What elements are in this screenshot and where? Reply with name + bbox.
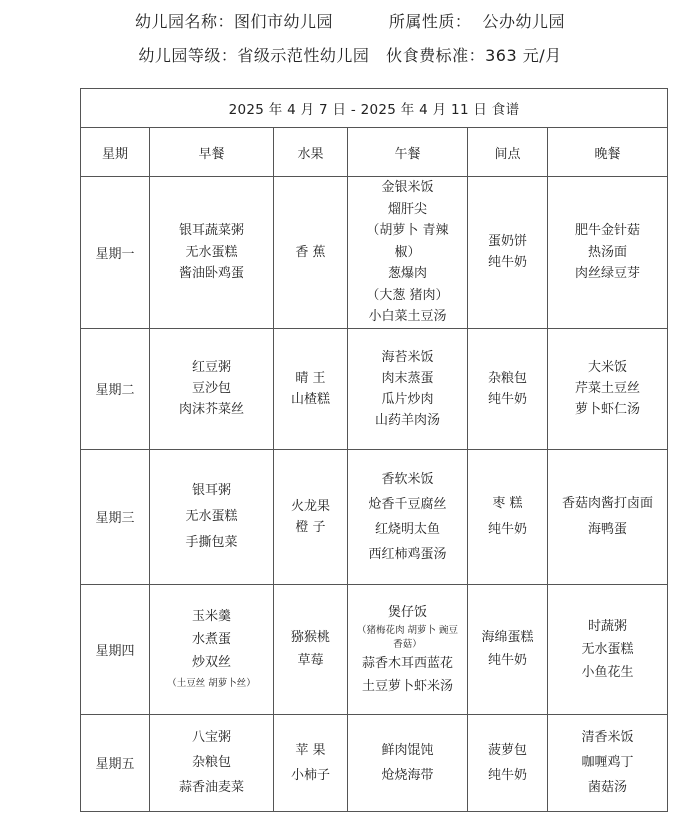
snack-cell xyxy=(468,714,548,811)
dish: 酱油卧鸡蛋 xyxy=(178,266,244,281)
menu-row-tuesday xyxy=(81,328,668,449)
column-header-lunch: 午餐 xyxy=(348,128,468,177)
dish: 晴 王 xyxy=(295,370,326,386)
column-header-breakfast: 早餐 xyxy=(150,128,274,177)
weekly-menu-table xyxy=(80,88,668,812)
dish: 枣 糕 xyxy=(492,495,523,511)
dish: 芹菜土豆丝 xyxy=(575,381,641,396)
dish: 蛋奶饼 xyxy=(487,233,527,249)
dish: 海鸭蛋 xyxy=(588,521,628,537)
kindergarten-info-line-1: 幼儿园名称：图们市幼儿园 所属性质： 公办幼儿园 xyxy=(134,12,566,31)
dish: 橙 子 xyxy=(295,519,326,535)
breakfast-cell xyxy=(150,584,274,714)
dish: 香菇肉酱打卤面 xyxy=(562,495,654,511)
column-header-row xyxy=(81,128,668,177)
dish: 西红柿鸡蛋汤 xyxy=(368,546,447,562)
day-cell: 星期四 xyxy=(81,584,150,714)
fruit-cell xyxy=(274,584,348,714)
fruit-cell xyxy=(274,449,348,584)
column-header-snack: 间点 xyxy=(468,128,548,177)
dish: 红烧明太鱼 xyxy=(374,521,440,537)
dish: 杂粮包 xyxy=(487,370,527,386)
dish: 瓜片炒肉 xyxy=(381,391,434,407)
lunch-cell xyxy=(348,328,468,449)
dish: 熘肝尖 xyxy=(387,201,427,217)
dish: 萝卜虾仁汤 xyxy=(575,402,641,417)
dish: 纯牛奶 xyxy=(487,653,527,668)
dish: 纯牛奶 xyxy=(487,521,527,537)
dish: 纯牛奶 xyxy=(487,255,527,271)
lunch-cell xyxy=(348,584,468,714)
dinner-cell xyxy=(548,449,668,584)
dish: 山药羊肉汤 xyxy=(374,412,440,428)
dish: 海绵蛋糕 xyxy=(481,630,534,645)
dish: 海苔米饭 xyxy=(381,349,434,365)
dish: 草莓 xyxy=(297,653,324,668)
dish: 鲜肉馄饨 xyxy=(381,742,434,758)
dish: 纯牛奶 xyxy=(487,767,527,783)
dish: 红豆粥 xyxy=(191,360,231,375)
kindergarten-info-line-2: 幼儿园等级：省级示范性幼儿园 伙食费标准：363 元/月 xyxy=(138,46,562,65)
dish: 肥牛金针菇 xyxy=(575,223,641,238)
dish: 水煮蛋 xyxy=(191,631,231,647)
dish: 火龙果 xyxy=(290,498,330,514)
dish: 煲仔饭 xyxy=(387,604,427,620)
lunch-cell xyxy=(348,714,468,811)
dish: 金银米饭 xyxy=(381,180,434,195)
dish: 肉丝绿豆芽 xyxy=(575,266,641,281)
dish: 时蔬粥 xyxy=(588,618,628,634)
dish: 山楂糕 xyxy=(290,391,330,407)
dish: 银耳蔬菜粥 xyxy=(178,223,244,238)
lunch-cell xyxy=(348,449,468,584)
breakfast-cell xyxy=(150,328,274,449)
breakfast-cell xyxy=(150,449,274,584)
dish-note: （胡萝卜 青辣 xyxy=(366,223,449,238)
breakfast-cell xyxy=(150,714,274,811)
day-cell: 星期一 xyxy=(81,177,150,329)
menu-row-wednesday xyxy=(81,449,668,584)
dish: 纯牛奶 xyxy=(487,391,527,407)
dish: 苹 果 xyxy=(295,742,326,758)
dish: 无水蛋糕 xyxy=(185,508,238,524)
dish: 蒜香油麦菜 xyxy=(178,780,244,795)
dish: 香软米饭 xyxy=(381,471,434,487)
lunch-cell xyxy=(348,177,468,329)
dish: 土豆萝卜虾米汤 xyxy=(361,678,453,694)
snack-cell xyxy=(468,328,548,449)
day-cell: 星期五 xyxy=(81,714,150,811)
dish: 香 蕉 xyxy=(295,244,326,260)
dish: 咖喱鸡丁 xyxy=(581,755,634,770)
dish: 葱爆肉 xyxy=(387,266,427,281)
snack-cell xyxy=(468,584,548,714)
breakfast-cell xyxy=(150,177,274,329)
dish: 炒双丝 xyxy=(191,654,231,670)
snack-cell xyxy=(468,177,548,329)
dish-note: （猪梅花肉 胡萝卜 豌豆 香菇） xyxy=(356,624,459,650)
dish: 大米饭 xyxy=(588,360,628,375)
snack-cell xyxy=(468,449,548,584)
fruit-cell xyxy=(274,714,348,811)
dish: 豆沙包 xyxy=(191,381,231,396)
dinner-cell xyxy=(548,328,668,449)
dish: 无水蛋糕 xyxy=(581,641,634,657)
day-cell: 星期三 xyxy=(81,449,150,584)
dish: 清香米饭 xyxy=(581,730,634,745)
dish: 玉米羹 xyxy=(191,608,231,624)
menu-title: 2025 年 4 月 7 日 - 2025 年 4 月 11 日 食谱 xyxy=(81,89,668,128)
fruit-cell xyxy=(274,328,348,449)
day-cell: 星期二 xyxy=(81,328,150,449)
fruit-cell xyxy=(274,177,348,329)
dinner-cell xyxy=(548,714,668,811)
dish: 肉末蒸蛋 xyxy=(381,370,434,386)
dish-note: （土豆丝 胡萝卜丝） xyxy=(167,677,256,689)
dish-note: 椒） xyxy=(394,244,421,260)
dish: 小鱼花生 xyxy=(581,664,634,680)
menu-row-monday xyxy=(81,177,668,329)
dish: 手撕包菜 xyxy=(185,534,238,550)
dish: 银耳粥 xyxy=(191,482,231,498)
dish: 小白菜土豆汤 xyxy=(368,309,447,324)
dish: 菠萝包 xyxy=(487,742,527,758)
dish: 无水蛋糕 xyxy=(185,244,238,260)
dish: 猕猴桃 xyxy=(290,630,330,645)
dish: 杂粮包 xyxy=(191,755,231,770)
dish: 八宝粥 xyxy=(191,730,231,745)
column-header-dinner: 晚餐 xyxy=(548,128,668,177)
dish: 菌菇汤 xyxy=(588,780,628,795)
dinner-cell xyxy=(548,177,668,329)
column-header-fruit: 水果 xyxy=(274,128,348,177)
dish-note: （大葱 猪肉） xyxy=(366,287,449,303)
dish: 蒜香木耳西蓝花 xyxy=(361,655,453,671)
dinner-cell xyxy=(548,584,668,714)
menu-row-friday xyxy=(81,714,668,811)
dish: 炝香千豆腐丝 xyxy=(368,496,447,512)
dish: 热汤面 xyxy=(588,244,628,260)
dish: 炝烧海带 xyxy=(381,767,434,783)
dish: 肉沫芥菜丝 xyxy=(178,402,244,417)
dish: 小柿子 xyxy=(290,767,330,783)
column-header-day: 星期 xyxy=(81,128,150,177)
menu-row-thursday xyxy=(81,584,668,714)
